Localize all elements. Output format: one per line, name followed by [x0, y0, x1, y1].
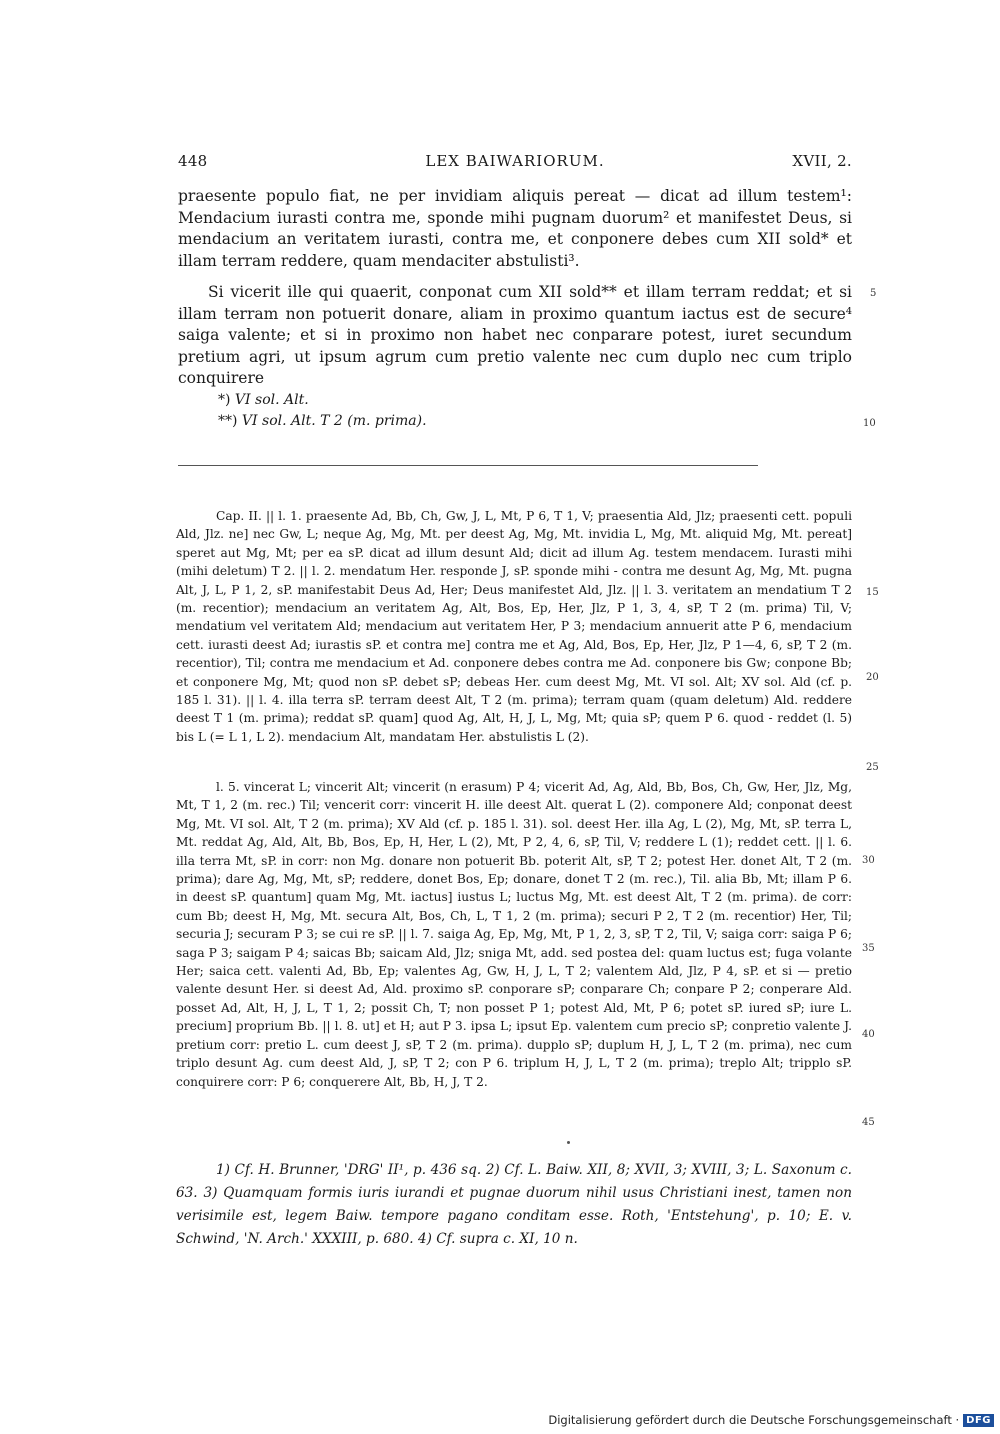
star-note-mark: *) — [218, 392, 231, 408]
star-note-text: VI sol. Alt. T 2 (m. prima). — [241, 413, 427, 429]
funding-text: Digitalisierung gefördert durch die Deutsche Forschungsgemeinschaft · — [548, 1413, 960, 1427]
star-note-mark: **) — [218, 413, 238, 429]
main-paragraph-1: praesente populo fiat, ne per invidiam aliquis pereat — dicat ad illum testem¹: Mendacium iurasti contra me, sponde mihi pugnam duorum² et manifestet Deus, si mendacium an veritatem iurasti, contra me, et conponere debes cum XII sold* et illam terram reddere, quam mendaciter abstulisti³. — [178, 187, 852, 270]
apparatus-paragraph-2: l. 5. vincerat L; vincerit Alt; vincerit (n erasum) P 4; vicerit Ad, Ag, Ald, Bb, Bos, Ch, Gw, Her, Jlz, Mg, Mt, T 1, 2 (m. rec.) Til; vencerit corr: vincerit H. ille deest Alt. querat L (2). componere Ald; conponat deest Mg, Mt. VI sol. Alt, T 2 (m. prima); XV Ald (cf. p. 185 l. 31). sol. deest Her. illa Ag, L (2), Mg, Mt, sP. terra L, Mt. reddat Ag, Ald, Alt, Bb, Bos, Ep, H, Her, L (2), Mt, P 2, 4, 6, sP, Til, V; reddere L (1); reddet cett. || l. 6. illa terra Mt, sP. in corr: non Mg. donare non potuerit Bb. poterit Alt, sP, T 2; potest Her. donet Alt, T 2 (m. prima); dare Ag, Mg, Mt, sP; reddere, donet Bos, Ep; donare, donet T 2 (m. rec.), Til. alia Bb, Mt; illam P 6. in deest sP. quantum] quam Mg, Mt. iactus] iustus L; luctus Mg, Mt. est deest Alt, T 2 (m. prima). de corr: cum Bb; deest H, Mg, Mt. secura Alt, Bos, Ch, L, T 1, 2 (m. prima); securi P 2, T 2 (m. recentior) Her, Til; securia J; securam P 3; se cui re sP. || l. 7. saiga Ag, Ep, Mg, Mt, P 1, 2, 3, sP, T 2, Til, V; saiga corr: saiga P 6; saga P 3; saigam P 4; saicas Bb; saicam Ald, Jlz; sniga Mt, add. sed postea del: quam luctus est; fuga volante Her; saica cett. valenti Ad, Bb, Ep; valentes Ag, Gw, H, J, L, T 2; valentem Ald, Jlz, P 4, sP. et si — pretio valente desunt Her. si deest Ad, Ald. proximo sP. conporare sP; conparare Ch; conpare P 2; conperare Ald. posset Ad, Alt, H, J, L, T 1, 2; possit Ch, T; non posset P 1; potest Ald, Mt, P 6; potet sP. iured sP; iure L. precium] proprium Bb. || l. 8. ut] et H; aut P 3. ipsa L; ipsut Ep. valentem cum precio sP; conpretio valente J. pretium corr: pretio L. cum deest J, sP, T 2 (m. prima). dupplo sP; duplum H, J, L, T 2 (m. prima), nec cum triplo desunt Ag. cum deest Ald, J, sP, T 2; con P 6. triplum H, J, L, T 2 (m. prima); treplo Alt; tripplo sP. conquirere corr: P 6; conquerere Alt, Bb, H, J, T 2. — [176, 780, 852, 1089]
main-text-block-2 — [178, 282, 852, 390]
star-note-1 — [218, 390, 309, 410]
main-paragraph-2: Si vicerit ille qui quaerit, conponat cum XII sold** et illam terram reddat; et si illam terram non potuerit donare, aliam in proximo quantum iactus est de secure⁴ saiga valente; et si in proximo non habet nec conparare potest, iuret secundum pretium agri, ut ipsum agrum cum pretio valente nec cum duplo nec cum triplo conquirere — [178, 283, 852, 387]
line-number-25: 25 — [866, 762, 879, 773]
line-number-30: 30 — [862, 855, 875, 866]
main-text-block-1 — [178, 186, 852, 272]
editorial-footnotes — [176, 1159, 852, 1251]
dfg-funding-banner[interactable] — [548, 1413, 994, 1427]
line-number-20: 20 — [866, 672, 879, 683]
page-number: 448 — [178, 152, 208, 170]
section-reference: XVII, 2. — [792, 152, 852, 170]
line-number-40: 40 — [862, 1029, 875, 1040]
running-title: LEX BAIWARIORUM. — [425, 152, 605, 170]
apparatus-paragraph-1: Cap. II. || l. 1. praesente Ad, Bb, Ch, Gw, J, L, Mt, P 6, T 1, V; praesentia Ald, Jlz; praesenti cett. populi Ald, Jlz. ne] nec Gw, L; neque Ag, Mg, Mt. per deest Ag, Mg, Mt. invidia L, Mg, Mt. aliquid Mg, Mt. pereat] speret aut Mg, Mt; per ea sP. dicat ad illum desunt Ald; dicit ad illum Ag. testem mendacem. Iurasti mihi (mihi deletum) T 2. || l. 2. mendatum Her. responde J, sP. sponde mihi - contra me desunt Ag, Mg, Mt. pugna Alt, J, L, P 1, 2, sP. manifestabit Deus Ad, Her; Deus manifestet Ald, Jlz. || l. 3. veritatem an mendatium T 2 (m. recentior); mendacium an veritatem Ag, Alt, Bos, Ep, Her, Jlz, P 1, 3, 4, sP, T 2 (m. prima) Til, V; mendatium vel veritatem Ald; mendacium aut veritatem Her, P 3; mendacium annuerit atte P 6, mendacium cett. iurasti deest Ad; iurastis sP. et contra me] contra me et Ag, Ald, Bos, Ep, Her, Jlz, P 1—4, 6, sP, T 2 (m. recentior), Til; contra me mendacium et Ad. conponere debes contra me Ad. conponere bis Gw; conpone Bb; et conponere Mg, Mt; quod non sP. debet sP; debeas Her. cum deest Mg, Mt. VI sol. Alt; XV sol. Ald (cf. p. 185 l. 31). || l. 4. illa terra sP. terram deest Alt, T 2 (m. prima); terram quam (quam deletum) Ald. reddere deest T 1 (m. prima); reddat sP. quam] quod Ag, Alt, H, J, L, Mg, Mt; quia sP; quem P 6. quod - reddet (l. 5) bis L (= L 1, L 2). mendacium Alt, mandatam Her. abstulistis L (2). — [176, 509, 852, 744]
line-number-35: 35 — [862, 943, 875, 954]
line-number-10: 10 — [863, 418, 876, 429]
star-note-text: VI sol. Alt. — [234, 392, 309, 408]
star-note-2 — [218, 411, 427, 431]
line-number-5: 5 — [870, 288, 877, 299]
separator-rule — [178, 465, 758, 466]
line-number-45: 45 — [862, 1117, 875, 1128]
critical-apparatus-block-2 — [176, 778, 852, 1091]
critical-apparatus-block-1 — [176, 507, 852, 746]
separator-dot — [567, 1141, 570, 1144]
footnotes-text: 1) Cf. H. Brunner, 'DRG' II¹, p. 436 sq. 2) Cf. L. Baiw. XII, 8; XVII, 3; XVIII, 3; L. Saxonum c. 63. 3) Quamquam formis iuris iurandi et pugnae duorum nihil usus Christiani inest, tamen non verisimile est, legem Baiw. tempore pagano conditam esse. Roth, 'Entstehung', p. 10; E. v. Schwind, 'N. Arch.' XXXIII, p. 680. 4) Cf. supra c. XI, 10 n. — [176, 1162, 852, 1247]
line-number-15: 15 — [866, 587, 879, 598]
dfg-logo: DFG — [963, 1414, 994, 1427]
